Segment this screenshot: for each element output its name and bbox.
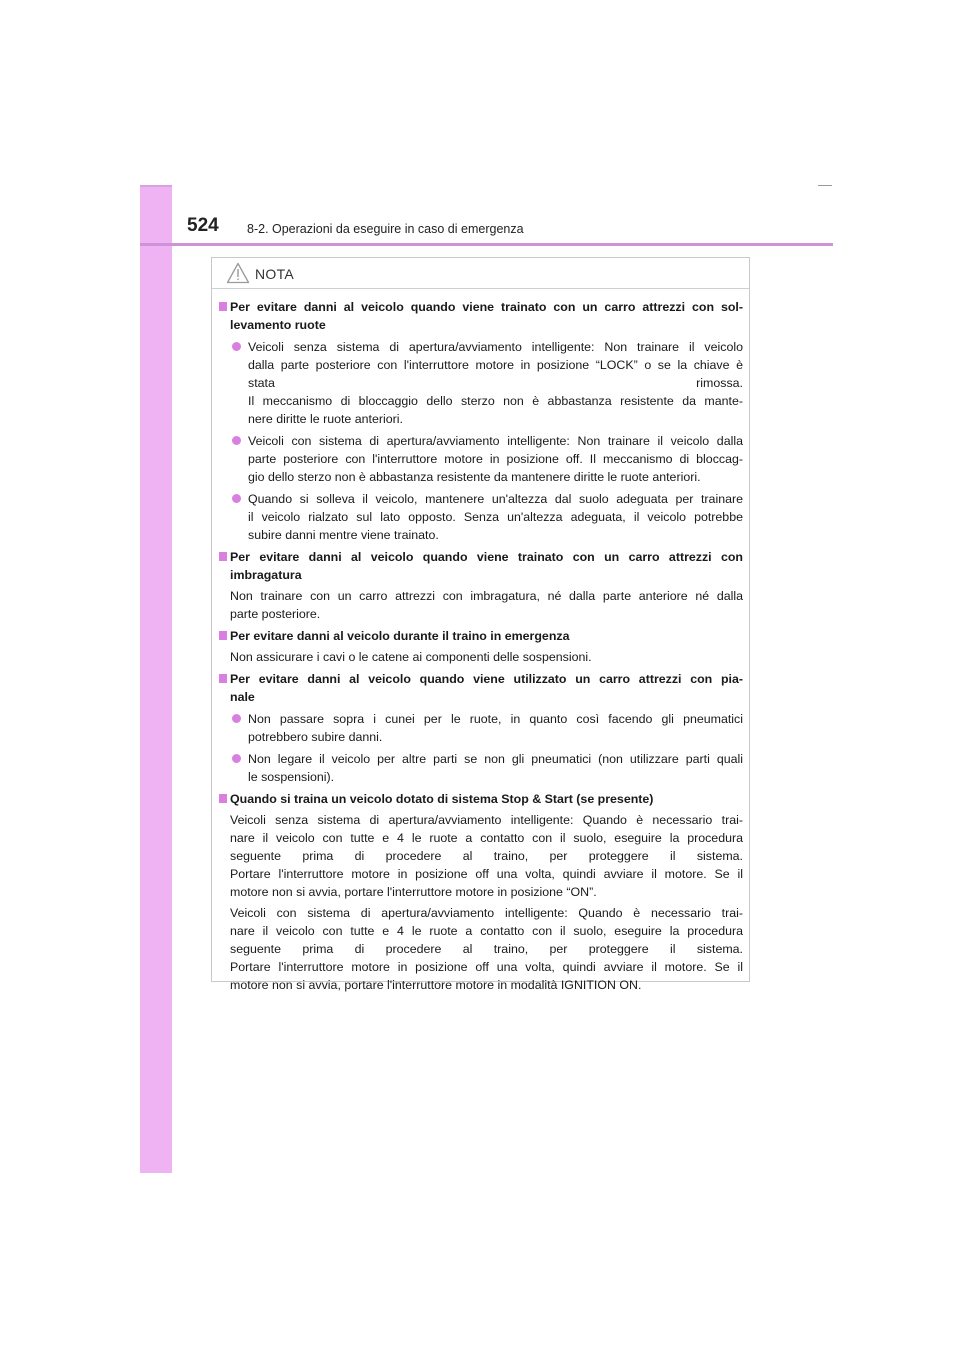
warning-triangle-icon: [226, 262, 250, 284]
text-line: Non legare il veicolo per altre parti se non gli pneumatici (non utilizzare parti quali: [248, 752, 743, 766]
note-section: [219, 548, 743, 623]
note-section: [219, 298, 743, 544]
note-box: [211, 257, 750, 992]
section-title: [219, 627, 743, 645]
text-line: Per evitare danni al veicolo quando viene trainato con un carro attrezzi con sol-: [230, 300, 743, 314]
text-line: Per evitare danni al veicolo quando viene utilizzato un carro attrezzi con pia-: [230, 672, 743, 686]
text-line: parte posteriore con l'interruttore motore in posizione off. Il meccanismo di bloccag-: [248, 452, 743, 466]
note-section: [219, 670, 743, 786]
round-bullet-icon: [232, 714, 241, 723]
round-bullet-icon: [232, 436, 241, 445]
section-paragraph: [219, 587, 743, 623]
note-header: [212, 258, 749, 289]
text-line: Veicoli con sistema di apertura/avviamento intelligente: Quando è necessario trai-: [230, 906, 743, 920]
text-line: subire danni mentre viene trainato.: [248, 528, 439, 542]
note-label: NOTA: [255, 266, 295, 282]
text-line: gio dello sterzo non è abbastanza resistente da mantenere diritte le ruote anteriori.: [248, 470, 701, 484]
header-rule: [140, 243, 833, 246]
text-line: Veicoli con sistema di apertura/avviamento intelligente: Non trainare il veicolo dalla: [248, 434, 743, 448]
bullet-item: [219, 710, 743, 746]
bullet-item: [219, 750, 743, 786]
side-tab-top-mark: [140, 185, 172, 187]
text-line: motore non si avvia, portare l'interruttore motore in modalità IGNITION ON.: [230, 978, 642, 992]
side-tab-bar: [140, 185, 172, 1173]
text-line: Non passare sopra i cunei per le ruote, in quanto così facendo gli pneumatici: [248, 712, 743, 726]
text-line: nare il veicolo con tutte e 4 le ruote a contatto con il suolo, eseguire la procedura: [230, 924, 743, 938]
text-line: Quando si solleva il veicolo, mantenere un'altezza dal suolo adeguata per trainare: [248, 492, 743, 506]
bullet-item: [219, 432, 743, 486]
text-line: il veicolo rialzato sul lato opposto. Senza un'altezza adeguata, il veicolo potrebbe: [248, 510, 743, 524]
text-line: potrebbero subire danni.: [248, 730, 383, 744]
section-paragraph: [219, 811, 743, 901]
text-line: Non assicurare i cavi o le catene ai componenti delle sospensioni.: [230, 650, 592, 664]
text-line: Portare l'interruttore motore in posizione off una volta, quindi avviare il motore. Se il: [230, 867, 743, 881]
page-number: 524: [187, 215, 219, 236]
text-line: nale: [230, 690, 255, 704]
square-bullet-icon: [219, 631, 227, 640]
text-line: nere diritte le ruote anteriori.: [248, 412, 403, 426]
text-line: levamento ruote: [230, 318, 326, 332]
text-line: motore non si avvia, portare l'interruttore motore in posizione “ON”.: [230, 885, 597, 899]
text-line: le sospensioni).: [248, 770, 335, 784]
square-bullet-icon: [219, 302, 227, 311]
note-section: [219, 790, 743, 994]
section-title: [219, 548, 743, 584]
chapter-title: 8-2. Operazioni da eseguire in caso di emergenza: [247, 222, 524, 236]
section-paragraph: [219, 648, 743, 666]
note-body: [212, 289, 749, 994]
section-paragraph: [219, 904, 743, 994]
text-line: seguente prima di procedere al traino, per proteggere il sistema.: [230, 849, 743, 863]
section-title: [219, 670, 743, 706]
text-line: dalla parte posteriore con l'interruttore motore in posizione “LOCK” o se la chiave è: [248, 358, 743, 372]
text-line: Veicoli senza sistema di apertura/avviamento intelligente: Quando è necessario trai-: [230, 813, 743, 827]
text-line: nare il veicolo con tutte e 4 le ruote a contatto con il suolo, eseguire la procedura: [230, 831, 743, 845]
text-line: parte posteriore.: [230, 607, 321, 621]
text-line: Per evitare danni al veicolo durante il traino in emergenza: [230, 629, 570, 643]
note-section: [219, 627, 743, 666]
section-title: [219, 298, 743, 334]
text-line: Il meccanismo di bloccaggio dello sterzo non è abbastanza resistente da mante-: [248, 394, 743, 408]
text-line: seguente prima di procedere al traino, per proteggere il sistema.: [230, 942, 743, 956]
bullet-item: [219, 338, 743, 428]
text-line: Veicoli senza sistema di apertura/avviamento intelligente: Non trainare il veicolo: [248, 340, 743, 354]
section-title: [219, 790, 743, 808]
text-line: Non trainare con un carro attrezzi con imbragatura, né dalla parte anteriore né dalla: [230, 589, 743, 603]
corner-crop-mark: [818, 185, 832, 186]
text-line: imbragatura: [230, 568, 302, 582]
text-line: Quando si traina un veicolo dotato di sistema Stop & Start (se presente): [230, 792, 654, 806]
round-bullet-icon: [232, 494, 241, 503]
square-bullet-icon: [219, 794, 227, 803]
text-line: Portare l'interruttore motore in posizione off una volta, quindi avviare il motore. Se il: [230, 960, 743, 974]
square-bullet-icon: [219, 674, 227, 683]
square-bullet-icon: [219, 552, 227, 561]
round-bullet-icon: [232, 754, 241, 763]
bullet-item: [219, 490, 743, 544]
text-line: stata rimossa.: [248, 376, 743, 390]
text-line: Per evitare danni al veicolo quando viene trainato con un carro attrezzi con: [230, 550, 743, 564]
round-bullet-icon: [232, 342, 241, 351]
